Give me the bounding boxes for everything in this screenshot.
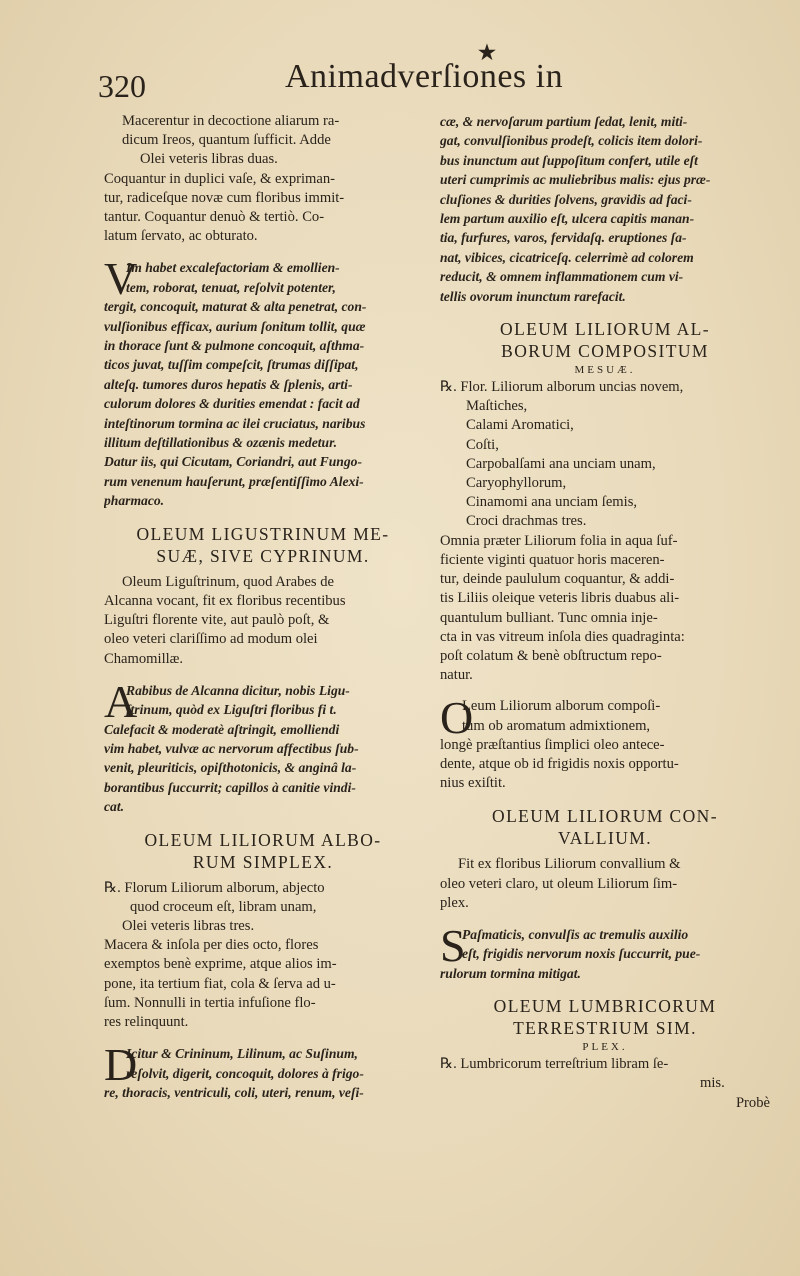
text-line: Oleum Liguſtrinum, quod Arabes de — [122, 573, 334, 590]
note-line: Rabibus de Alcanna dicitur, nobis Ligu- — [126, 682, 350, 698]
section-heading: OLEUM LIGUSTRINUM ME- — [136, 523, 390, 544]
right-column — [440, 112, 770, 1113]
note-line: ſtrinum, quòd ex Liguſtri floribus fi t. — [126, 702, 337, 718]
note-line: cluſiones & durities ſolvens, gravidis ad faci- — [440, 191, 692, 207]
note-line: culorum dolores & durities emendat : facit ad — [104, 396, 360, 412]
text-line: Fit ex floribus Liliorum convallium & — [458, 856, 681, 873]
text-line: latum ſervato, ac obturato. — [104, 228, 258, 245]
note-line: illitum deſtillationibus & ozænis medetur. — [104, 435, 338, 451]
note-line: borantibus ſuccurrit; capillos à canitie vindi- — [104, 779, 356, 795]
note-line: tellis ovorum inunctum rarefacit. — [440, 288, 626, 304]
note-line: alteſq. tumores duros hepatis & ſplenis, arti- — [104, 376, 353, 392]
text-line: oleo veteri clariſſimo ad modum olei — [104, 631, 318, 648]
note-line: venit, pleuriticis, opiſthotonicis, & anginâ la- — [104, 760, 357, 776]
note-line: reducit, & omnem inflammationem cum vi- — [440, 269, 684, 285]
text-line: oleo veteri claro, ut oleum Liliorum ſim- — [440, 875, 678, 892]
note-line: Leum Liliorum alborum compoſi- — [462, 698, 661, 715]
drop-cap: V — [104, 253, 138, 305]
text-line: ficiente viginti quatuor horis maceren- — [440, 551, 665, 568]
note-line: vim habet, vulvæ ac nervorum affectibus ſub- — [104, 740, 359, 756]
text-line: Olei veteris libras duas. — [140, 151, 278, 168]
text-line: Liguſtri florente vite, aut paulò poſt, & — [104, 612, 330, 629]
text-line: tur, deinde paululum coquantur, & addi- — [440, 571, 675, 588]
annotation-note — [440, 919, 770, 983]
catchword: Probè — [735, 1094, 770, 1111]
annotation-note — [104, 1039, 422, 1102]
recipe-line: ℞. Lumbricorum terreſtrium libram ſe- — [440, 1056, 669, 1073]
note-line: ticos juvat, tuſſim compeſcit, ſtrumas diſſipat, — [104, 357, 359, 373]
note-line: rulorum tormina mitigat. — [440, 965, 581, 981]
section-heading: OLEUM LILIORUM AL- — [500, 319, 710, 340]
text-line: pone, ita tertium fiat, cola & ſerva ad u- — [104, 975, 336, 992]
note-line: rum venenum hauſerunt, præſentiſſimo Alexi- — [104, 473, 364, 489]
recipe-line: Calami Aromatici, — [466, 417, 574, 434]
note-line: nius exiſtit. — [440, 775, 506, 792]
section-heading-continued: PLEX. — [582, 1041, 628, 1054]
note-line: nat, vibices, cicatriceſq. celerrimè ad colorem — [440, 249, 694, 265]
note-line: in thorace ſunt & pulmone concoquit, aſthma- — [104, 338, 365, 354]
page-number: 320 — [98, 68, 146, 104]
recipe-line: Caryophyllorum, — [466, 475, 567, 492]
note-line: re, thoracis, ventriculi, coli, uteri, renum, veſi- — [104, 1085, 364, 1100]
section-author: MESUÆ. — [574, 364, 636, 377]
text-line: quantulum bulliant. Tunc omnia inje- — [440, 609, 658, 626]
text-line: ſum. Nonnulli in tertia infuſione flo- — [104, 994, 316, 1011]
left-column — [104, 112, 422, 1102]
note-line: Icitur & Crininum, Lilinum, ac Suſinum, — [126, 1046, 358, 1062]
section-heading: OLEUM LILIORUM ALBO- — [144, 829, 382, 850]
text-line: res relinquunt. — [104, 1013, 189, 1030]
section-heading: OLEUM LILIORUM CON- — [492, 806, 718, 827]
note-line: bus inunctum aut ſuppoſitum confert, utile eſt — [440, 152, 698, 168]
note-line: dente, atque ob id frigidis noxis opportu- — [440, 755, 679, 772]
note-line: vulſionibus efficax, aurium ſonitum tollit, quæ — [104, 318, 366, 334]
recipe-line: Cinamomi ana unciam ſemis, — [466, 494, 638, 511]
recipe-line: ℞. Flor. Liliorum alborum uncias novem, — [440, 379, 684, 396]
note-line: tergit, concoquit, maturat & alta penetrat, con- — [104, 299, 367, 315]
text-line: plex. — [440, 894, 469, 911]
text-line: natur. — [440, 667, 473, 684]
recipe-line: Maſtiches, — [466, 398, 528, 415]
text-line: Coquantur in duplici vaſe, & expriman- — [104, 170, 336, 187]
section-heading: TERRESTRIUM SIM. — [513, 1018, 697, 1039]
note-line: uteri cumprimis ac muliebribus malis: ejus præ- — [440, 172, 711, 188]
note-line: tia, furfures, varos, fervidaſq. eruptiones ſa- — [440, 230, 687, 246]
text-line: cta in vas vitreum inſola dies quadraginta: — [440, 628, 685, 645]
section-heading: VALLIUM. — [557, 828, 652, 849]
header-ornament: ★ — [478, 42, 496, 64]
drop-cap: O — [440, 692, 474, 744]
section-heading: RUM SIMPLEX. — [192, 851, 334, 872]
recipe-line: Olei veteris libras tres. — [122, 917, 255, 934]
note-line: gat, convulſionibus prodeſt, colicis item dolori- — [440, 133, 703, 149]
note-line: cæ, & nervoſarum partium ſedat, lenit, miti- — [440, 114, 688, 129]
drop-cap: S — [440, 919, 466, 971]
recipe-line: quod croceum eſt, libram unam, — [130, 898, 317, 915]
text-line: Macera & inſola per dies octo, flores — [104, 937, 319, 954]
annotation-note — [104, 253, 422, 510]
text-line: exemptos benè exprime, atque alios im- — [104, 956, 337, 973]
note-line: longè præſtantius ſimplici oleo antece- — [440, 736, 665, 753]
text-line: tantur. Coquantur denuò & tertiò. Co- — [104, 209, 325, 226]
note-line: tem, roborat, tenuat, reſolvit potenter, — [126, 279, 336, 295]
opening-text — [104, 112, 422, 170]
note-line: Paſmaticis, convulſis ac tremulis auxilio — [462, 926, 689, 942]
note-line: cat. — [104, 799, 125, 815]
text-line: Macerentur in decoctione aliarum ra- — [122, 113, 340, 129]
annotation-note — [440, 692, 770, 793]
section-heading: SUÆ, SIVE CYPRINUM. — [156, 545, 370, 566]
drop-cap: D — [104, 1039, 138, 1091]
recipe-line: mis. — [700, 1075, 725, 1092]
section-heading: BORUM COMPOSITUM — [501, 341, 709, 362]
recipe-line: ℞. Florum Liliorum alborum, abjecto — [104, 879, 325, 896]
running-title: Animadverſiones in — [285, 58, 564, 95]
recipe-line: Carpobalſami ana unciam unam, — [466, 455, 656, 472]
annotation-note — [104, 675, 422, 817]
note-line: Datur iis, qui Cicutam, Coriandri, aut Fungo- — [104, 454, 362, 470]
text-line: Alcanna vocant, fit ex floribus recentibus — [104, 592, 346, 609]
text-line: tis Liliis oleique veteris libris duabus ali- — [440, 590, 680, 607]
text-line: dicum Ireos, quantum ſufficit. Adde — [122, 132, 331, 149]
text-line: Chamomillæ. — [104, 650, 184, 667]
drop-cap: A — [104, 675, 138, 727]
note-line: tum ob aromatum admixtionem, — [462, 717, 651, 734]
text-line: tur, radiceſque novæ cum floribus immit- — [104, 189, 345, 206]
section-heading: OLEUM LUMBRICORUM — [493, 996, 717, 1017]
text-line: poſt colatum & benè obſtructum repo- — [440, 647, 662, 664]
note-line: reſolvit, digerit, concoquit, dolores à frigo- — [126, 1065, 364, 1081]
text-line: Omnia præter Liliorum folia in aqua ſuf- — [440, 532, 678, 549]
recipe-line: Croci drachmas tres. — [466, 513, 587, 530]
note-line: eſt, frigidis nervorum noxis ſuccurrit, pue- — [462, 946, 701, 962]
note-line: inteſtinorum tormina ac ilei cruciatus, naribus — [104, 415, 366, 431]
recipe-line: Coſti, — [466, 436, 499, 453]
note-line: lem partum auxilio eſt, ulcera capitis manan- — [440, 211, 695, 227]
note-line: Im habet excalefactoriam & emollien- — [126, 260, 340, 276]
note-line: pharmaco. — [104, 493, 165, 509]
note-line: Calefacit & moderatè aſtringit, emolliendi — [104, 721, 340, 737]
